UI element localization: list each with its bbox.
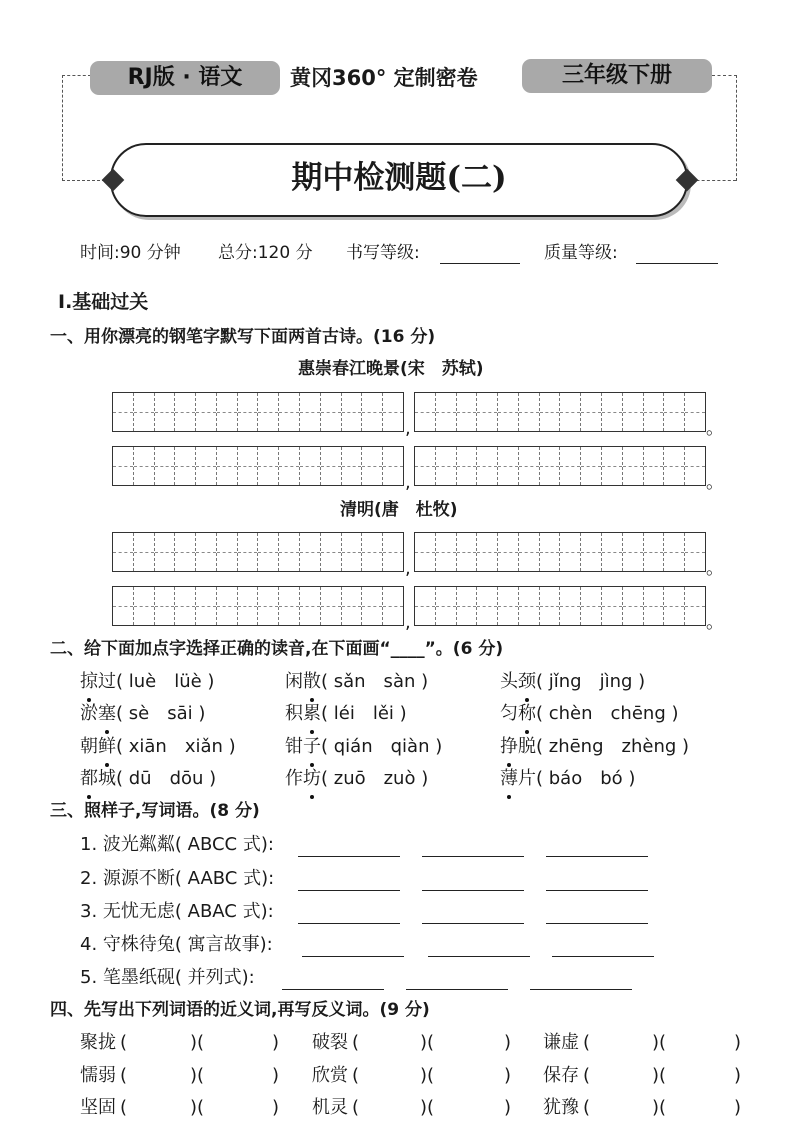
q4-word: 机灵 — [312, 1097, 348, 1118]
grid-cell[interactable] — [216, 587, 237, 625]
pinyin-item[interactable]: 积累( léi lěi ) — [285, 701, 407, 727]
grid-cell[interactable] — [539, 587, 560, 625]
grid-cell[interactable] — [341, 447, 362, 485]
grid-cell[interactable] — [195, 533, 216, 571]
grid-cell[interactable] — [237, 393, 258, 431]
answer-line[interactable] — [302, 956, 404, 957]
word-prompt: 3. 无忧无虑( ABAC 式): — [80, 901, 274, 922]
dotted-char: 掠 — [80, 669, 98, 695]
grid-cell[interactable] — [622, 587, 643, 625]
grid-cell[interactable] — [456, 587, 477, 625]
pinyin-item[interactable]: 头颈( jǐng jìng ) — [500, 669, 645, 695]
grid-cell[interactable] — [320, 393, 341, 431]
answer-line[interactable] — [546, 923, 648, 924]
synonym-paren[interactable]: )( — [190, 1065, 205, 1086]
grid-cell[interactable] — [216, 447, 237, 485]
answer-line[interactable] — [282, 989, 384, 990]
grid-cell[interactable] — [278, 533, 299, 571]
answer-line[interactable] — [298, 890, 400, 891]
word-prompt: 5. 笔墨纸砚( 并列式): — [80, 967, 255, 988]
paren-close: ) — [734, 1065, 742, 1086]
dotted-char: 称 — [518, 701, 536, 727]
grid-cell[interactable] — [518, 587, 539, 625]
grid-cell[interactable] — [237, 587, 258, 625]
series-name: 黄冈360° 定制密卷 — [290, 66, 478, 90]
grid-cell[interactable] — [476, 447, 497, 485]
answer-line[interactable] — [422, 890, 524, 891]
paren-close: ) — [734, 1032, 742, 1053]
grid-cell[interactable] — [113, 447, 133, 485]
paren-open: ( — [583, 1097, 591, 1118]
dotted-char: 坊 — [303, 766, 321, 792]
grid-cell[interactable] — [622, 447, 643, 485]
quality-grade-label: 质量等级: — [544, 243, 618, 263]
pinyin-item[interactable]: 匀称( chèn chēng ) — [500, 701, 679, 727]
writing-grid[interactable] — [414, 446, 706, 486]
grid-cell[interactable] — [684, 587, 705, 625]
quality-grade-field[interactable] — [636, 245, 718, 264]
comma-mark: , — [405, 472, 411, 493]
grid-cell[interactable] — [299, 447, 320, 485]
grid-cell[interactable] — [320, 447, 341, 485]
grid-cell[interactable] — [518, 447, 539, 485]
dotted-char: 子 — [303, 734, 321, 760]
period-mark: 。 — [706, 612, 724, 633]
time-info: 时间:90 分钟 — [80, 243, 181, 263]
grid-cell[interactable] — [382, 393, 403, 431]
synonym-paren[interactable]: )( — [652, 1065, 667, 1086]
pinyin-item[interactable]: 掠过( luè lüè ) — [80, 669, 214, 695]
writing-grid[interactable] — [112, 446, 404, 486]
grid-cell[interactable] — [601, 393, 622, 431]
synonym-paren[interactable]: )( — [190, 1032, 205, 1053]
grid-cell[interactable] — [154, 533, 175, 571]
answer-line[interactable] — [406, 989, 508, 990]
writing-grid[interactable] — [112, 586, 404, 626]
answer-line[interactable] — [552, 956, 654, 957]
paren-close: ) — [272, 1097, 280, 1118]
answer-line[interactable] — [546, 856, 648, 857]
grid-cell[interactable] — [382, 447, 403, 485]
dotted-char: 薄 — [500, 766, 518, 792]
period-mark: 。 — [706, 472, 724, 493]
paren-open: ( — [352, 1032, 360, 1053]
paren-open: ( — [120, 1097, 128, 1118]
grid-cell[interactable] — [341, 533, 362, 571]
grid-cell[interactable] — [643, 587, 664, 625]
synonym-paren[interactable]: )( — [652, 1032, 667, 1053]
grid-cell[interactable] — [278, 447, 299, 485]
grid-cell[interactable] — [580, 393, 601, 431]
grid-cell[interactable] — [133, 587, 154, 625]
grid-cell[interactable] — [341, 393, 362, 431]
grid-cell[interactable] — [195, 393, 216, 431]
grid-cell[interactable] — [663, 587, 684, 625]
grid-cell[interactable] — [518, 533, 539, 571]
grid-cell[interactable] — [133, 447, 154, 485]
paren-close: ) — [272, 1032, 280, 1053]
comma-mark: , — [405, 418, 411, 439]
grid-cell[interactable] — [622, 533, 643, 571]
poem-2-title: 清明(唐 杜牧) — [340, 500, 458, 520]
question-2-title: 二、给下面加点字选择正确的读音,在下面画“____”。(6 分) — [50, 639, 504, 659]
grid-cell[interactable] — [559, 533, 580, 571]
grid-cell[interactable] — [320, 533, 341, 571]
grid-cell[interactable] — [174, 447, 195, 485]
grid-cell[interactable] — [257, 533, 278, 571]
writing-grid[interactable] — [414, 392, 706, 432]
grid-cell[interactable] — [133, 533, 154, 571]
grid-cell[interactable] — [497, 587, 518, 625]
grid-cell[interactable] — [435, 447, 456, 485]
dotted-char: 累 — [303, 701, 321, 727]
grid-cell[interactable] — [382, 587, 403, 625]
grid-cell[interactable] — [320, 587, 341, 625]
grid-cell[interactable] — [580, 533, 601, 571]
grid-cell[interactable] — [559, 587, 580, 625]
question-4-title: 四、先写出下列词语的近义词,再写反义词。(9 分) — [50, 1000, 430, 1020]
grid-cell[interactable] — [216, 393, 237, 431]
grid-cell[interactable] — [580, 587, 601, 625]
writing-grid[interactable] — [414, 586, 706, 626]
paren-open: ( — [352, 1097, 360, 1118]
grid-cell[interactable] — [663, 447, 684, 485]
grid-cell[interactable] — [361, 587, 382, 625]
grid-cell[interactable] — [113, 587, 133, 625]
grid-cell[interactable] — [257, 393, 278, 431]
writing-grade-field[interactable] — [440, 245, 520, 264]
grid-cell[interactable] — [113, 393, 133, 431]
grid-cell[interactable] — [257, 587, 278, 625]
pinyin-item[interactable]: 薄片( báo bó ) — [500, 766, 635, 792]
comma-mark: , — [405, 612, 411, 633]
grid-cell[interactable] — [643, 447, 664, 485]
grid-cell[interactable] — [601, 447, 622, 485]
paren-close: ) — [504, 1097, 512, 1118]
grid-cell[interactable] — [497, 393, 518, 431]
word-prompt: 2. 源源不断( AABC 式): — [80, 868, 275, 889]
grid-cell[interactable] — [299, 587, 320, 625]
grid-cell[interactable] — [435, 393, 456, 431]
grid-cell[interactable] — [684, 393, 705, 431]
dotted-char: 都 — [80, 766, 98, 792]
writing-grid[interactable] — [414, 532, 706, 572]
grid-cell[interactable] — [415, 447, 435, 485]
pinyin-item[interactable]: 都城( dū dōu ) — [80, 766, 216, 792]
grid-cell[interactable] — [684, 533, 705, 571]
grid-cell[interactable] — [382, 533, 403, 571]
grid-cell[interactable] — [154, 447, 175, 485]
paren-close: ) — [272, 1065, 280, 1086]
pinyin-item[interactable]: 作坊( zuō zuò ) — [285, 766, 428, 792]
paren-close: ) — [734, 1097, 742, 1118]
paren-open: ( — [352, 1065, 360, 1086]
grid-cell[interactable] — [361, 447, 382, 485]
q4-word: 坚固 — [80, 1097, 116, 1118]
edition-badge: RJ版 · 语文 — [90, 61, 280, 95]
grid-cell[interactable] — [539, 447, 560, 485]
q4-word: 保存 — [543, 1065, 579, 1086]
grid-cell[interactable] — [195, 447, 216, 485]
grid-cell[interactable] — [518, 393, 539, 431]
grid-cell[interactable] — [415, 533, 435, 571]
paren-open: ( — [583, 1065, 591, 1086]
grid-cell[interactable] — [643, 393, 664, 431]
grid-cell[interactable] — [237, 533, 258, 571]
grid-cell[interactable] — [278, 393, 299, 431]
grid-cell[interactable] — [415, 393, 435, 431]
pinyin-item[interactable]: 挣脱( zhēng zhèng ) — [500, 734, 689, 760]
answer-line[interactable] — [422, 923, 524, 924]
answer-line[interactable] — [298, 923, 400, 924]
grid-cell[interactable] — [622, 393, 643, 431]
grid-cell[interactable] — [361, 393, 382, 431]
pinyin-item[interactable]: 闲散( sǎn sàn ) — [285, 669, 428, 695]
grid-cell[interactable] — [154, 393, 175, 431]
grid-cell[interactable] — [476, 533, 497, 571]
grid-cell[interactable] — [299, 533, 320, 571]
page-title: 期中检测题(二) — [291, 160, 507, 196]
grid-cell[interactable] — [559, 393, 580, 431]
grid-cell[interactable] — [174, 533, 195, 571]
writing-grade-label: 书写等级: — [346, 243, 420, 263]
grid-cell[interactable] — [415, 587, 435, 625]
synonym-paren[interactable]: )( — [190, 1097, 205, 1118]
paren-open: ( — [120, 1032, 128, 1053]
pinyin-item[interactable]: 淤塞( sè sāi ) — [80, 701, 205, 727]
total-score: 总分:120 分 — [218, 243, 313, 263]
answer-line[interactable] — [298, 856, 400, 857]
period-mark: 。 — [706, 558, 724, 579]
grid-cell[interactable] — [601, 533, 622, 571]
synonym-paren[interactable]: )( — [420, 1065, 435, 1086]
grid-cell[interactable] — [476, 393, 497, 431]
q4-word: 懦弱 — [80, 1065, 116, 1086]
q4-word: 破裂 — [312, 1032, 348, 1053]
dotted-char: 散 — [303, 669, 321, 695]
grid-cell[interactable] — [476, 587, 497, 625]
grid-cell[interactable] — [497, 533, 518, 571]
paren-close: ) — [504, 1065, 512, 1086]
synonym-paren[interactable]: )( — [420, 1097, 435, 1118]
period-mark: 。 — [706, 418, 724, 439]
grid-cell[interactable] — [684, 447, 705, 485]
grid-cell[interactable] — [237, 447, 258, 485]
answer-line[interactable] — [422, 856, 524, 857]
question-1-title: 一、用你漂亮的钢笔字默写下面两首古诗。(16 分) — [50, 327, 436, 347]
grid-cell[interactable] — [133, 393, 154, 431]
grid-cell[interactable] — [497, 447, 518, 485]
paren-close: ) — [504, 1032, 512, 1053]
paren-open: ( — [120, 1065, 128, 1086]
word-prompt: 1. 波光粼粼( ABCC 式): — [80, 834, 274, 855]
grid-cell[interactable] — [174, 587, 195, 625]
synonym-paren[interactable]: )( — [652, 1097, 667, 1118]
grid-cell[interactable] — [580, 447, 601, 485]
dotted-char: 挣 — [500, 734, 518, 760]
question-3-title: 三、照样子,写词语。(8 分) — [50, 801, 260, 821]
grid-cell[interactable] — [456, 533, 477, 571]
grid-cell[interactable] — [435, 533, 456, 571]
grid-cell[interactable] — [456, 447, 477, 485]
poem-1-title: 惠崇春江晚景(宋 苏轼) — [298, 359, 484, 379]
dotted-char: 鲜 — [98, 734, 116, 760]
q4-word: 聚拢 — [80, 1032, 116, 1053]
answer-line[interactable] — [546, 890, 648, 891]
grid-cell[interactable] — [299, 393, 320, 431]
synonym-paren[interactable]: )( — [420, 1032, 435, 1053]
grid-cell[interactable] — [539, 393, 560, 431]
grid-cell[interactable] — [278, 587, 299, 625]
grid-cell[interactable] — [154, 587, 175, 625]
dotted-char: 塞 — [98, 701, 116, 727]
grade-badge: 三年级下册 — [522, 59, 712, 93]
header-connector-right — [712, 75, 737, 181]
grid-cell[interactable] — [663, 393, 684, 431]
writing-grid[interactable] — [112, 392, 404, 432]
grid-cell[interactable] — [216, 533, 237, 571]
grid-cell[interactable] — [559, 447, 580, 485]
grid-cell[interactable] — [601, 587, 622, 625]
pinyin-item[interactable]: 钳子( qián qiàn ) — [285, 734, 442, 760]
paren-open: ( — [583, 1032, 591, 1053]
grid-cell[interactable] — [435, 587, 456, 625]
grid-cell[interactable] — [257, 447, 278, 485]
grid-cell[interactable] — [663, 533, 684, 571]
q4-word: 欣赏 — [312, 1065, 348, 1086]
writing-grid[interactable] — [112, 532, 404, 572]
header-connector-left — [62, 75, 91, 181]
word-prompt: 4. 守株待兔( 寓言故事): — [80, 934, 273, 955]
comma-mark: , — [405, 558, 411, 579]
answer-line[interactable] — [530, 989, 632, 990]
section-heading: Ⅰ.基础过关 — [58, 291, 149, 313]
q4-word: 谦虚 — [543, 1032, 579, 1053]
answer-line[interactable] — [428, 956, 530, 957]
pinyin-item[interactable]: 朝鲜( xiān xiǎn ) — [80, 734, 236, 760]
q4-word: 犹豫 — [543, 1097, 579, 1118]
grid-cell[interactable] — [643, 533, 664, 571]
grid-cell[interactable] — [341, 587, 362, 625]
grid-cell[interactable] — [361, 533, 382, 571]
grid-cell[interactable] — [456, 393, 477, 431]
grid-cell[interactable] — [113, 533, 133, 571]
grid-cell[interactable] — [539, 533, 560, 571]
grid-cell[interactable] — [195, 587, 216, 625]
grid-cell[interactable] — [174, 393, 195, 431]
dotted-char: 颈 — [518, 669, 536, 695]
